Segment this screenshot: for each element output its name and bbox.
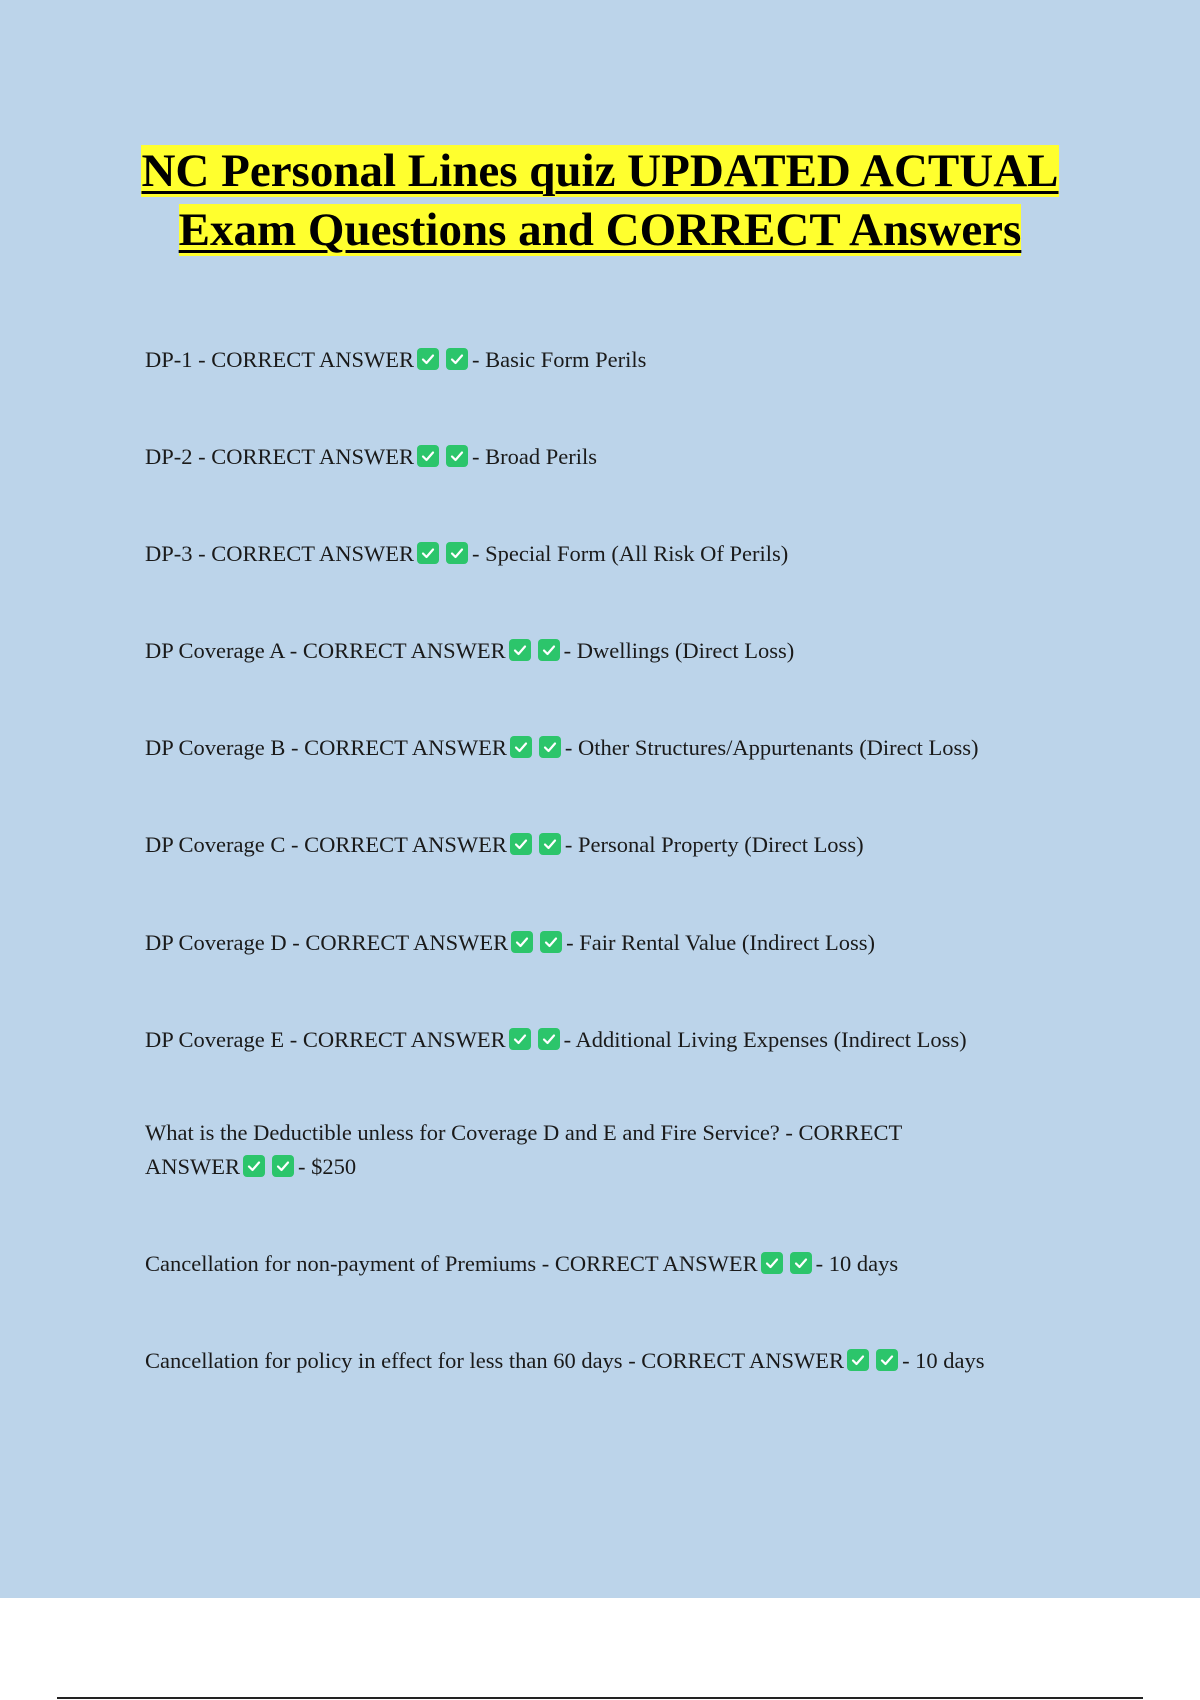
qa-answer: - Basic Form Perils [472, 347, 647, 372]
check-box-icon [539, 833, 561, 855]
qa-question: DP Coverage D - CORRECT ANSWER [145, 930, 509, 955]
qa-item [145, 926, 1075, 960]
qa-question: Cancellation for non-payment of Premiums - CORRECT ANSWER [145, 1251, 758, 1276]
qa-question: What is the Deductible unless for Coverage D and E and Fire Service? - CORRECT ANSWER [145, 1120, 902, 1179]
check-box-icon [243, 1155, 265, 1177]
document-title [120, 142, 1080, 260]
qa-answer: - Additional Living Expenses (Indirect Loss) [563, 1027, 967, 1052]
qa-item [145, 440, 1075, 474]
check-box-icon [538, 639, 560, 661]
check-box-icon [761, 1252, 783, 1274]
document-title-text: NC Personal Lines quiz UPDATED ACTUAL Exam Questions and CORRECT Answers [141, 145, 1059, 256]
check-box-icon [511, 931, 533, 953]
qa-item [145, 1023, 1075, 1057]
check-box-icon [272, 1155, 294, 1177]
qa-question: DP Coverage E - CORRECT ANSWER [145, 1027, 506, 1052]
qa-answer: - Other Structures/Appurtenants (Direct Loss) [564, 735, 979, 760]
qa-answer: - $250 [298, 1154, 357, 1179]
qa-item [145, 537, 1075, 571]
check-box-icon [790, 1252, 812, 1274]
qa-question: DP-2 - CORRECT ANSWER [145, 444, 414, 469]
check-box-icon [847, 1349, 869, 1371]
qa-answer: - Broad Perils [472, 444, 597, 469]
qa-item [145, 828, 1075, 862]
check-box-icon [446, 542, 468, 564]
check-box-icon [876, 1349, 898, 1371]
check-box-icon [540, 931, 562, 953]
check-box-icon [446, 348, 468, 370]
qa-question: DP Coverage A - CORRECT ANSWER [145, 638, 506, 663]
qa-answer: - 10 days [902, 1348, 985, 1373]
check-box-icon [417, 445, 439, 467]
qa-answer: - 10 days [815, 1251, 899, 1276]
qa-answer: - Dwellings (Direct Loss) [563, 638, 795, 663]
check-box-icon [510, 833, 532, 855]
qa-question: DP-1 - CORRECT ANSWER [145, 347, 414, 372]
check-box-icon [509, 639, 531, 661]
qa-answer: - Personal Property (Direct Loss) [564, 832, 864, 857]
footer-divider [57, 1697, 1143, 1699]
qa-item [145, 731, 1075, 765]
qa-item [145, 1247, 1075, 1281]
check-box-icon [510, 736, 532, 758]
qa-answer: - Special Form (All Risk Of Perils) [472, 541, 789, 566]
qa-question: DP-3 - CORRECT ANSWER [145, 541, 414, 566]
qa-item [145, 634, 1075, 668]
qa-question: Cancellation for policy in effect for less than 60 days - CORRECT ANSWER [145, 1348, 845, 1373]
qa-question: DP Coverage C - CORRECT ANSWER [145, 832, 507, 857]
qa-answer: - Fair Rental Value (Indirect Loss) [566, 930, 875, 955]
check-box-icon [417, 542, 439, 564]
qa-question: DP Coverage B - CORRECT ANSWER [145, 735, 507, 760]
qa-item [145, 1116, 995, 1184]
check-box-icon [509, 1028, 531, 1050]
qa-item [145, 343, 1075, 377]
qa-item [145, 1344, 1075, 1378]
check-box-icon [539, 736, 561, 758]
check-box-icon [446, 445, 468, 467]
check-box-icon [538, 1028, 560, 1050]
check-box-icon [417, 348, 439, 370]
